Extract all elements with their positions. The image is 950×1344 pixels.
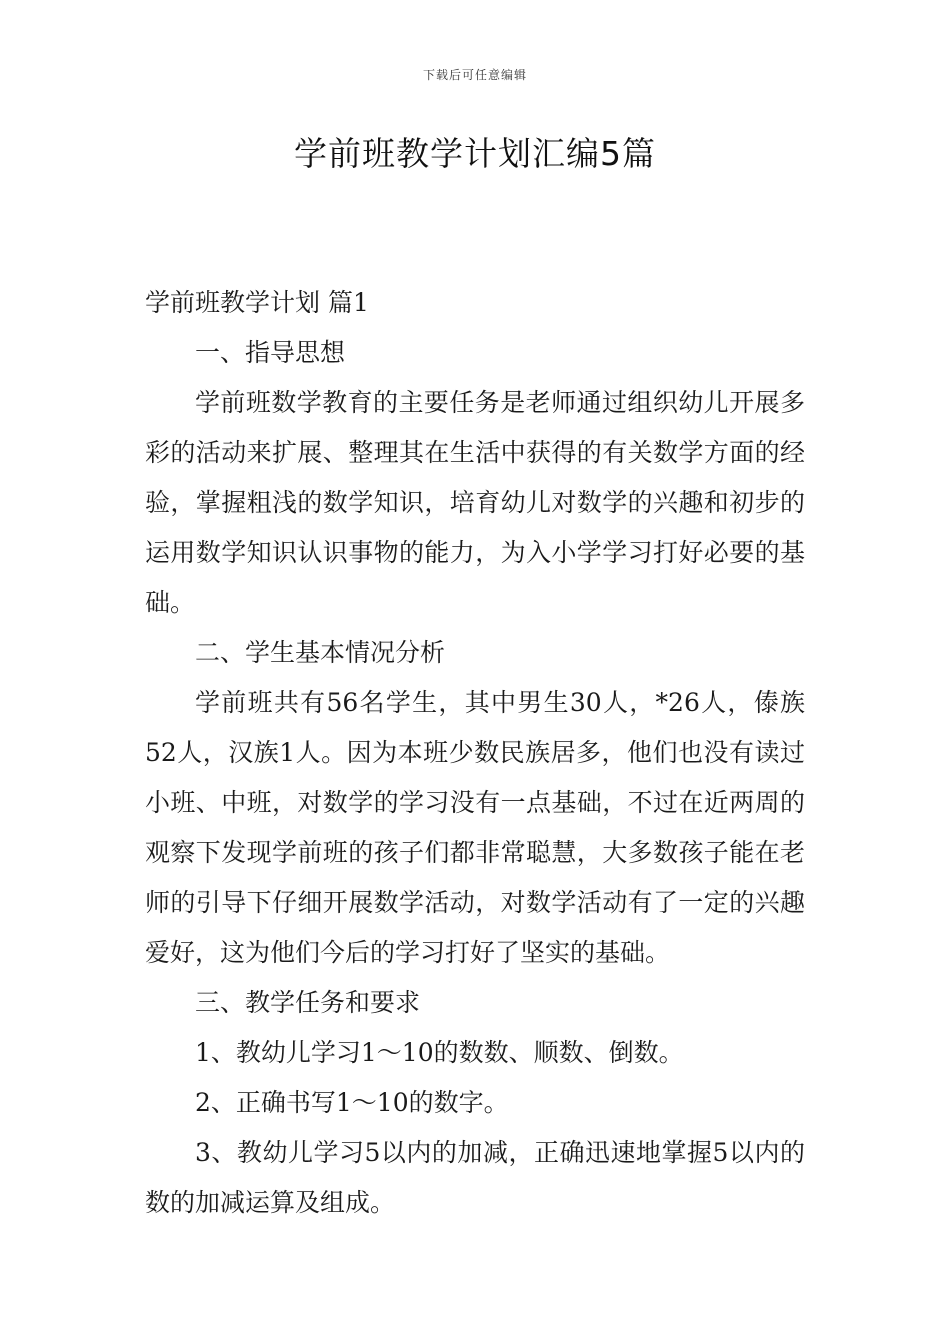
heading-teaching-tasks: 三、教学任务和要求 [195, 988, 421, 1017]
list-item-task-2: 2、正确书写1～10的数字。 [195, 1088, 509, 1117]
document-title: 学前班教学计划汇编5篇 [294, 134, 656, 173]
header-note: 下载后可任意编辑 [422, 68, 527, 82]
section-heading: 学前班教学计划 篇1 [145, 288, 369, 317]
list-item-task-3: 3、教幼儿学习5以内的加减，正确迅速地掌握5以内的数的加减运算及组成。 [145, 1138, 805, 1217]
list-item-task-1: 1、教幼儿学习1～10的数数、顺数、倒数。 [195, 1038, 684, 1067]
heading-student-analysis: 二、学生基本情况分析 [195, 638, 446, 667]
heading-guiding-ideology: 一、指导思想 [195, 338, 346, 367]
paragraph-student-analysis: 学前班共有56名学生，其中男生30人，*26人，傣族52人，汉族1人。因为本班少数民族居多，他们也没有读过小班、中班，对数学的学习没有一点基础，不过在近两周的观察下发现学前班的孩子们都非常聪慧，大多数孩子能在老师的引导下仔细开展数学活动，对数学活动有了一定的兴趣爱好，这为他们今后的学习打好了坚实的基础。 [145, 688, 805, 967]
document-body [145, 278, 805, 1228]
paragraph-guiding-ideology: 学前班数学教育的主要任务是老师通过组织幼儿开展多彩的活动来扩展、整理其在生活中获得的有关数学方面的经验，掌握粗浅的数学知识，培育幼儿对数学的兴趣和初步的运用数学知识认识事物的能力，为入小学学习打好必要的基础。 [145, 388, 805, 617]
